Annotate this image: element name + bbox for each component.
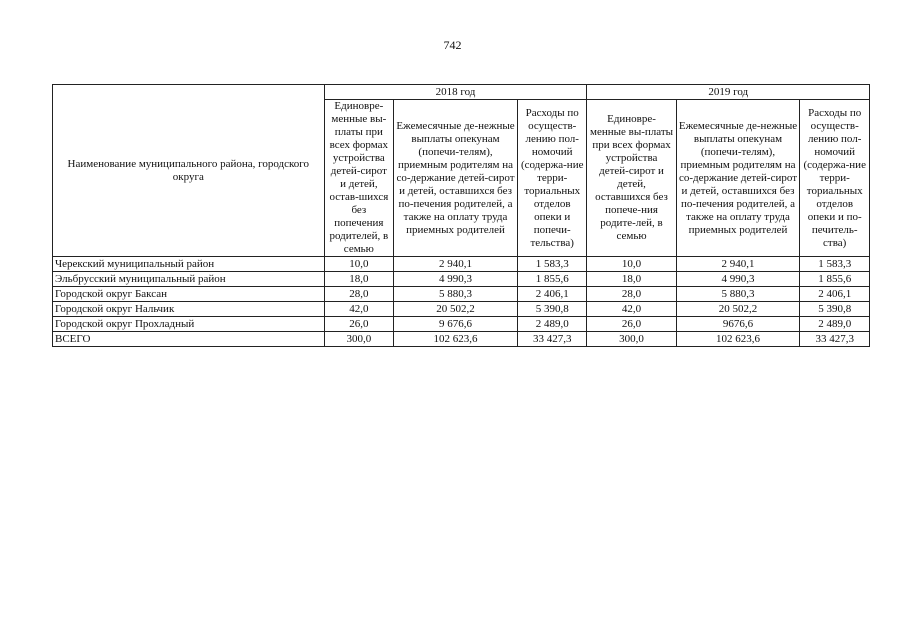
value-cell: 2 489,0 <box>517 317 587 332</box>
value-cell: 1 855,6 <box>517 272 587 287</box>
municipality-name-cell: Черекский муниципальный район <box>53 257 325 272</box>
value-cell: 20 502,2 <box>676 302 800 317</box>
value-cell: 9676,6 <box>676 317 800 332</box>
value-cell: 42,0 <box>324 302 394 317</box>
value-cell: 2 489,0 <box>800 317 870 332</box>
municipality-name-cell: Городской округ Баксан <box>53 287 325 302</box>
table-row <box>53 332 870 347</box>
value-cell: 5 390,8 <box>517 302 587 317</box>
value-cell: 102 623,6 <box>676 332 800 347</box>
year-header-2018: 2018 год <box>324 85 587 100</box>
value-cell: 33 427,3 <box>517 332 587 347</box>
value-cell: 1 855,6 <box>800 272 870 287</box>
value-cell: 2 940,1 <box>394 257 518 272</box>
value-cell: 300,0 <box>324 332 394 347</box>
value-cell: 4 990,3 <box>394 272 518 287</box>
value-cell: 102 623,6 <box>394 332 518 347</box>
value-cell: 18,0 <box>324 272 394 287</box>
value-cell: 33 427,3 <box>800 332 870 347</box>
budget-table <box>52 84 870 347</box>
value-cell: 9 676,6 <box>394 317 518 332</box>
value-cell: 1 583,3 <box>517 257 587 272</box>
column-header-monthly-2019: Ежемесячные де-нежные выплаты опекунам (попечи-телям), приемным родителям на со-держание детей-сирот и детей, оставшихся без по-печения родителей, а также на оплату труда приемных родителей <box>676 100 800 257</box>
value-cell: 300,0 <box>587 332 676 347</box>
table-row <box>53 317 870 332</box>
value-cell: 10,0 <box>587 257 676 272</box>
value-cell: 18,0 <box>587 272 676 287</box>
value-cell: 4 990,3 <box>676 272 800 287</box>
value-cell: 2 940,1 <box>676 257 800 272</box>
table-row <box>53 302 870 317</box>
municipality-column-header: Наименование муниципального района, городского округа <box>53 85 325 257</box>
value-cell: 26,0 <box>324 317 394 332</box>
value-cell: 2 406,1 <box>517 287 587 302</box>
municipality-name-cell: Городской округ Прохладный <box>53 317 325 332</box>
value-cell: 1 583,3 <box>800 257 870 272</box>
value-cell: 28,0 <box>587 287 676 302</box>
value-cell: 5 880,3 <box>394 287 518 302</box>
value-cell: 42,0 <box>587 302 676 317</box>
municipality-name-cell: Эльбрусский муниципальный район <box>53 272 325 287</box>
column-header-expenses-2018: Расходы по осуществ-лению пол-номочий (содержа-ние терри-ториальных отделов опеки и попечи-тельства) <box>517 100 587 257</box>
municipality-name-cell: ВСЕГО <box>53 332 325 347</box>
value-cell: 10,0 <box>324 257 394 272</box>
page-number: 742 <box>443 38 462 52</box>
year-header-2019: 2019 год <box>587 85 870 100</box>
table-row <box>53 272 870 287</box>
table-row <box>53 287 870 302</box>
value-cell: 5 390,8 <box>800 302 870 317</box>
table-row <box>53 257 870 272</box>
column-header-expenses-2019: Расходы по осуществ-лению пол-номочий (содержа-ние терри-ториальных отделов опеки и по-печитель-ства) <box>800 100 870 257</box>
municipality-name-cell: Городской округ Нальчик <box>53 302 325 317</box>
column-header-lump-sum-2018: Единовре-менные вы-платы при всех формах устройства детей-сирот и детей, остав-шихся без попечения родителей, в семью <box>324 100 394 257</box>
year-header-row <box>53 85 870 100</box>
value-cell: 28,0 <box>324 287 394 302</box>
value-cell: 20 502,2 <box>394 302 518 317</box>
column-header-lump-sum-2019: Единовре-менные вы-платы при всех формах устройства детей-сирот и детей, оставшихся без попече-ния родите-лей, в семью <box>587 100 676 257</box>
value-cell: 26,0 <box>587 317 676 332</box>
column-header-monthly-2018: Ежемесячные де-нежные выплаты опекунам (попечи-телям), приемным родителям на со-держание детей-сирот и детей, оставшихся без по-печения родителей, а также на оплату труда приемных родителей <box>394 100 518 257</box>
value-cell: 2 406,1 <box>800 287 870 302</box>
value-cell: 5 880,3 <box>676 287 800 302</box>
table-body <box>53 257 870 347</box>
